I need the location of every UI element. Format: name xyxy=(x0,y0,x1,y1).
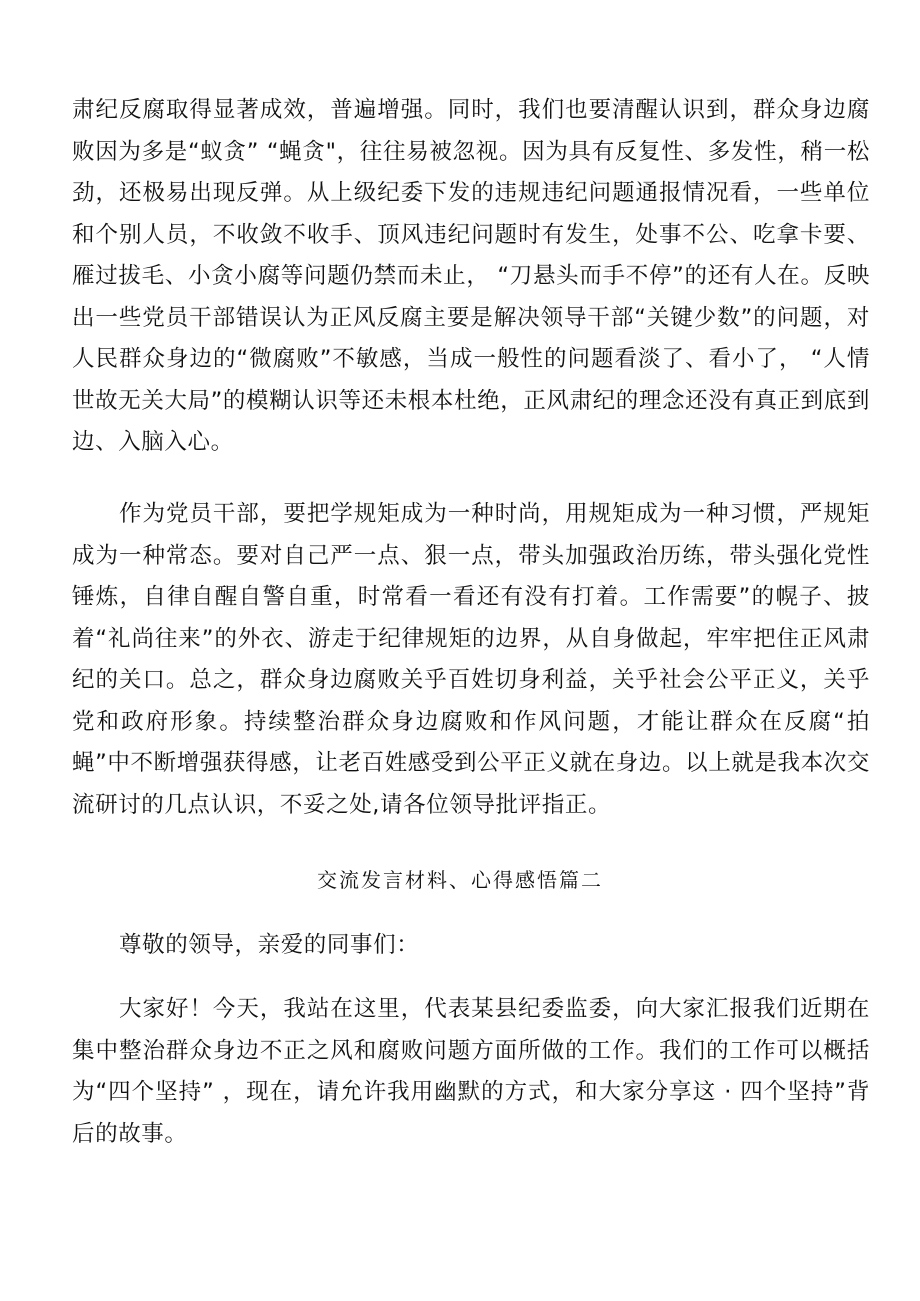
body-paragraph: 肃纪反腐取得显著成效，普遍增强。同时，我们也要清醒认识到，群众身边腐败因为多是“蚁贪” “蝇贪"，往往易被忽视。因为具有反复性、多发性，稍一松劲，还极易出现反弹。从上级纪委下发的违规违纪问题通报情况看，一些单位和个别人员，不收敛不收手、顶风违纪问题时有发生，处事不公、吃拿卡要、雁过拔毛、小贪小腐等问题仍禁而未止， “刀悬头而手不停”的还有人在。反映出一些党员干部错误认为正风反腐主要是解决领导干部“关键少数”的问题，对人民群众身边的“微腐败”不敏感，当成一般性的问题看淡了、看小了， “人情世故无关大局”的模糊认识等还未根本杜绝，正风肃纪的理念还没有真正到底到边、入脑入心。 xyxy=(72,97,870,455)
body-paragraph: 作为党员干部，要把学规矩成为一种时尚，用规矩成为一种习惯，严规矩成为一种常态。要对自己严一点、狠一点，带头加强政治历练，带头强化党性锤炼，自律自醒自警自重，时常看一看还有没有打着。工作需要”的幌子、披着“礼尚往来”的外衣、游走于纪律规矩的边界，从自身做起，牢牢把住正风肃纪的关口。总之，群众身边腐败关乎百姓切身利益，关乎社会公平正义，关乎党和政府形象。持续整治群众身边腐败和作风问题，才能让群众在反腐“拍蝇”中不断增强获得感，让老百姓感受到公平正义就在身边。以上就是我本次交流研讨的几点认识，不妥之处,请各位领导批评指正。 xyxy=(72,501,870,818)
salutation: 尊敬的领导，亲爱的同事们： xyxy=(119,932,420,958)
section-heading: 交流发言材料、心得感悟篇二 xyxy=(317,868,603,892)
opening-paragraph: 大家好！今天，我站在这里，代表某县纪委监委，向大家汇报我们近期在集中整治群众身边不正之风和腐败问题方面所做的工作。我们的工作可以概括为“四个坚持” ，现在，请允许我用幽默的方式，和大家分享这 · 四个坚持”背后的故事。 xyxy=(72,996,870,1147)
